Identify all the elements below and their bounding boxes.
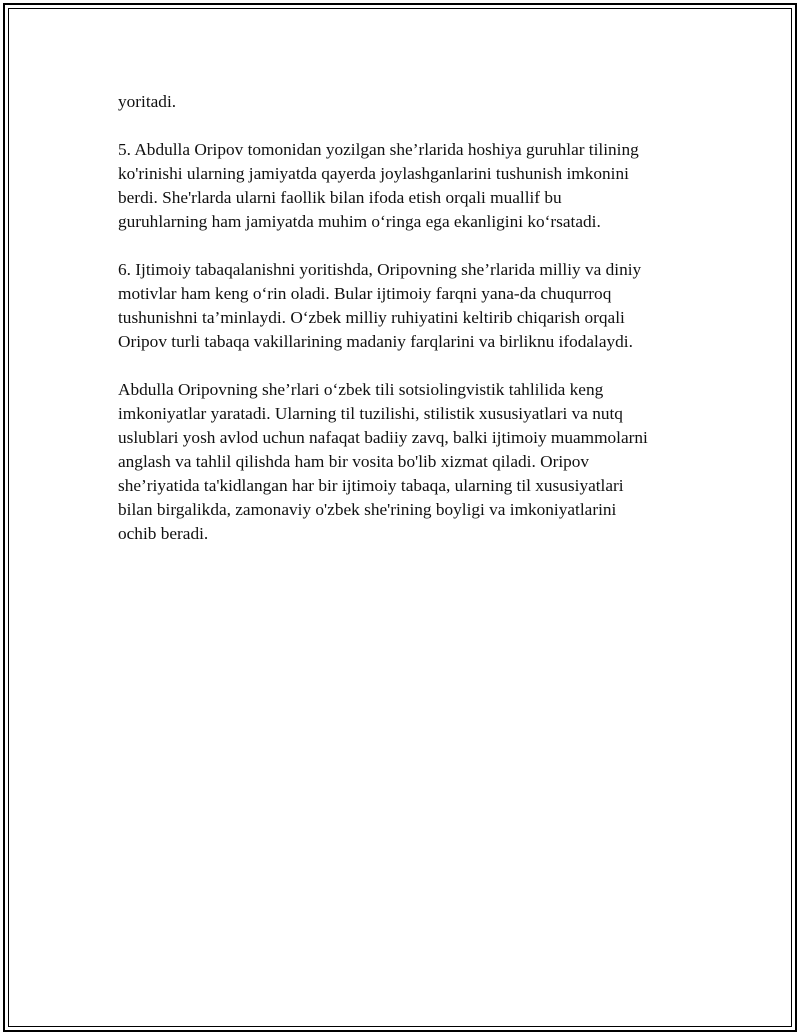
text-line: ko'rinishi ularning jamiyatda qayerda joylashganlarini tushunish imkonini xyxy=(118,164,629,183)
paragraph-continuation xyxy=(118,90,708,114)
text-line: Oripov turli tabaqa vakillarining madaniy farqlarini va birliknu ifodalaydi. xyxy=(118,332,633,351)
text-line: imkoniyatlar yaratadi. Ularning til tuzilishi, stilistik xususiyatlari va nutq xyxy=(118,404,623,423)
text-line: Abdulla Oripovning she’rlari o‘zbek tili sotsiolingvistik tahlilida keng xyxy=(118,380,604,399)
text-line: berdi. She'rlarda ularni faollik bilan ifoda etish orqali muallif bu xyxy=(118,188,562,207)
paragraph-point-5 xyxy=(118,138,708,234)
document-body xyxy=(118,90,708,570)
text-line: yoritadi. xyxy=(118,92,177,111)
paragraph-point-6 xyxy=(118,258,708,354)
text-line: uslublari yosh avlod uchun nafaqat badiiy zavq, balki ijtimoiy muammolarni xyxy=(118,428,648,447)
paragraph-conclusion xyxy=(118,378,708,546)
text-line: anglash va tahlil qilishda ham bir vosita bo'lib xizmat qiladi. Oripov xyxy=(118,452,590,471)
text-line: guruhlarning ham jamiyatda muhim o‘ringa ega ekanligini ko‘rsatadi. xyxy=(118,212,601,231)
text-line: ochib beradi. xyxy=(118,524,209,543)
text-line: tushunishni ta’minlaydi. O‘zbek milliy ruhiyatini keltirib chiqarish orqali xyxy=(118,308,625,327)
text-line: bilan birgalikda, zamonaviy o'zbek she'rining boyligi va imkoniyatlarini xyxy=(118,500,617,519)
text-line: 5. Abdulla Oripov tomonidan yozilgan she’rlarida hoshiya guruhlar tilining xyxy=(118,140,639,159)
text-line: 6. Ijtimoiy tabaqalanishni yoritishda, Oripovning she’rlarida milliy va diniy xyxy=(118,260,642,279)
text-line: she’riyatida ta'kidlangan har bir ijtimoiy tabaqa, ularning til xususiyatlari xyxy=(118,476,624,495)
text-line: motivlar ham keng o‘rin oladi. Bular ijtimoiy farqni yana-da chuqurroq xyxy=(118,284,612,303)
